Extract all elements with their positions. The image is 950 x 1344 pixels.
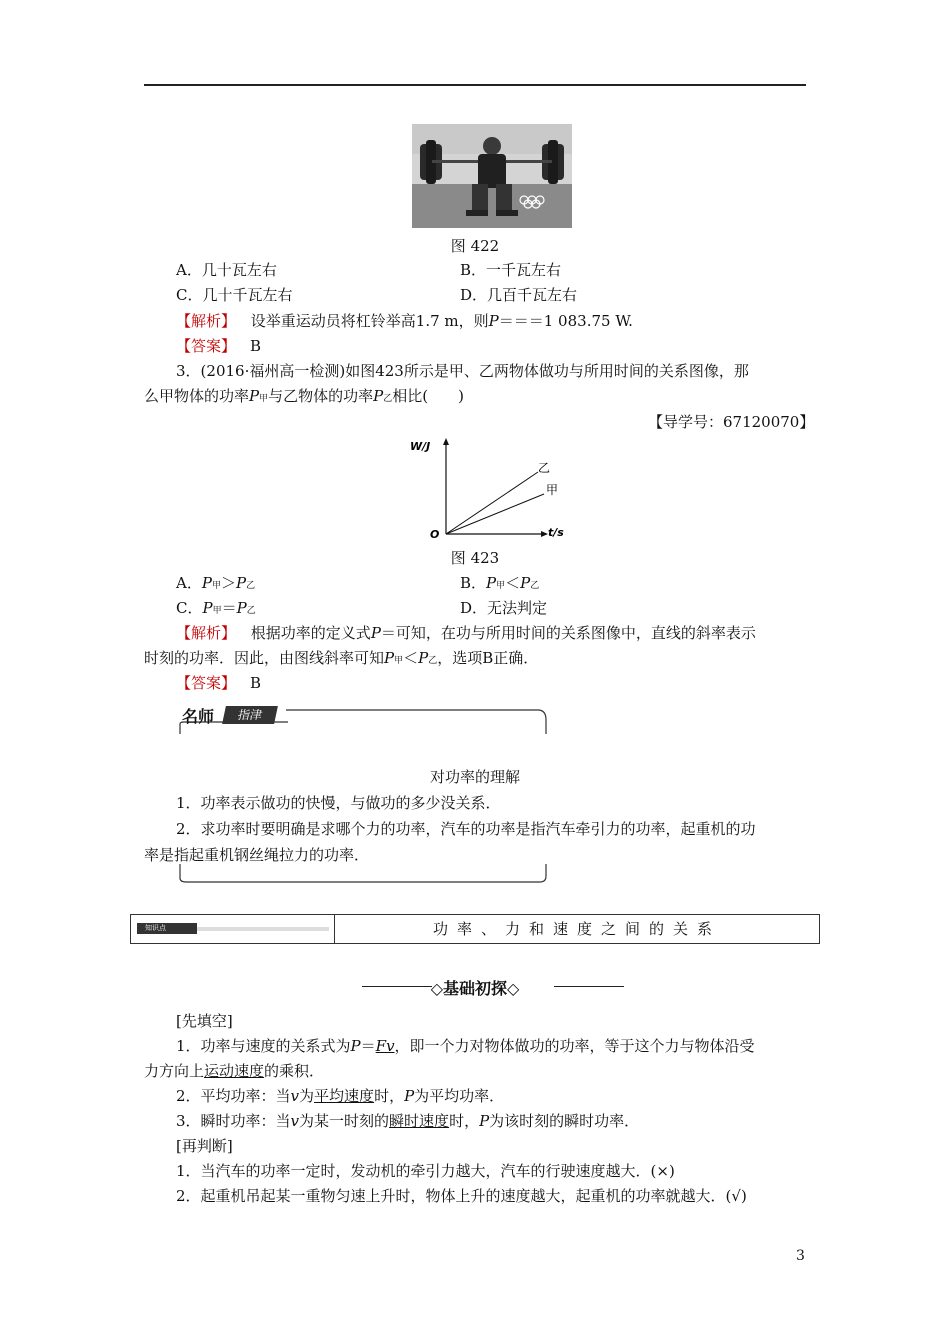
q3-stem-line1: 3．(2016·福州高一检测)如图423所示是甲、乙两物体做功与所用时间的关系图像，那 (176, 362, 749, 380)
line-yi (446, 472, 538, 534)
q3-analysis-line2: 时刻的功率．因此，由图线斜率可知P甲＜P乙，选项B正确． (144, 649, 539, 667)
fill-item-1-line1: 1．功率与速度的关系式为P＝Fv，即一个力对物体做功的功率，等于这个力与物体沿受 (176, 1037, 755, 1055)
q3-option-c: C．P甲＝P乙 (176, 599, 256, 617)
q3-option-d: D．无法判定 (460, 599, 548, 617)
judge-tag: [再判断] (176, 1137, 233, 1155)
blank-average-speed: 平均速度 (314, 1087, 375, 1105)
header-rule (144, 84, 806, 86)
q3-option-b: B．P甲＜P乙 (460, 574, 540, 592)
q2-option-b: B．一千瓦左右 (460, 261, 562, 279)
tips-item-1: 1．功率表示做功的快慢，与做功的多少没关系． (176, 794, 501, 812)
judge-item-2: 2．起重机吊起某一重物匀速上升时，物体上升的速度越大，起重机的功率就越大．(√) (176, 1187, 747, 1205)
blank-fv: Fv (375, 1037, 395, 1055)
fill-item-3: 3．瞬时功率：当v为某一时刻的瞬时速度时，P为该时刻的瞬时功率． (176, 1112, 640, 1130)
line-jia-label: 甲 (546, 483, 559, 497)
judge-item-1: 1．当汽车的功率一定时，发动机的牵引力越大，汽车的行驶速度越大．(×) (176, 1162, 675, 1180)
q3-stem-line2: 么甲物体的功率P甲与乙物体的功率P乙相比( ) (144, 387, 464, 405)
tips-item-2-line1: 2．求功率时要明确是求哪个力的功率，汽车的功率是指汽车牵引力的功率，起重机的功 (176, 820, 756, 838)
q2-analysis: 【解析】 设举重运动员将杠铃举高1.7 m，则P＝＝＝1 083.75 W. (176, 312, 633, 330)
tips-title: 对功率的理解 (429, 768, 520, 786)
analysis-tag: 【解析】 (176, 624, 237, 642)
analysis-tag: 【解析】 (176, 312, 237, 330)
banner-title: 功率、力和速度之间的关系 (432, 920, 721, 938)
tips-badge: 名师 指津 (182, 704, 284, 726)
guide-number: 【导学号：67120070】 (648, 413, 815, 431)
figure-422-caption: 图 422 (450, 237, 500, 255)
fill-item-1-line2: 力方向上运动速度的乘积． (144, 1062, 325, 1080)
q3-analysis-line1: 【解析】 根据功率的定义式P＝可知，在功与所用时间的关系图像中，直线的斜率表示 (176, 624, 756, 642)
banner-bar (193, 927, 329, 931)
q2-option-d: D．几百千瓦左右 (460, 286, 578, 304)
section-heading: ◇基础初探◇ (430, 979, 520, 998)
knowledge-banner (130, 914, 820, 944)
q3-option-a: A．P甲＞P乙 (176, 574, 256, 592)
page-number: 3 (796, 1248, 805, 1264)
weightlifter-photo (412, 124, 572, 228)
fill-item-2: 2．平均功率：当v为平均速度时，P为平均功率． (176, 1087, 505, 1105)
work-time-graph (400, 432, 580, 544)
q3-answer: 【答案】 B (176, 674, 262, 692)
q2-option-a: A．几十瓦左右 (176, 261, 277, 279)
x-axis-label: t/s (548, 526, 564, 539)
y-axis-arrow (443, 438, 449, 445)
tips-item-2-line2: 率是指起重机钢丝绳拉力的功率． (144, 846, 370, 864)
x-axis-arrow (541, 531, 548, 537)
figure-423-caption: 图 423 (450, 549, 500, 567)
line-yi-label: 乙 (538, 461, 551, 475)
line-jia (446, 494, 544, 534)
banner-left (131, 915, 335, 943)
banner-tag: 知识点 (137, 923, 197, 934)
q2-answer: 【答案】 B (176, 337, 262, 355)
y-axis-label: W/J (410, 440, 431, 453)
fill-tag: [先填空] (176, 1012, 233, 1030)
q2-option-c: C．几十千瓦左右 (176, 286, 293, 304)
blank-instant-speed: 瞬时速度 (389, 1112, 450, 1130)
blank-motion-speed: 运动速度 (204, 1062, 265, 1080)
origin-label: O (430, 528, 440, 541)
